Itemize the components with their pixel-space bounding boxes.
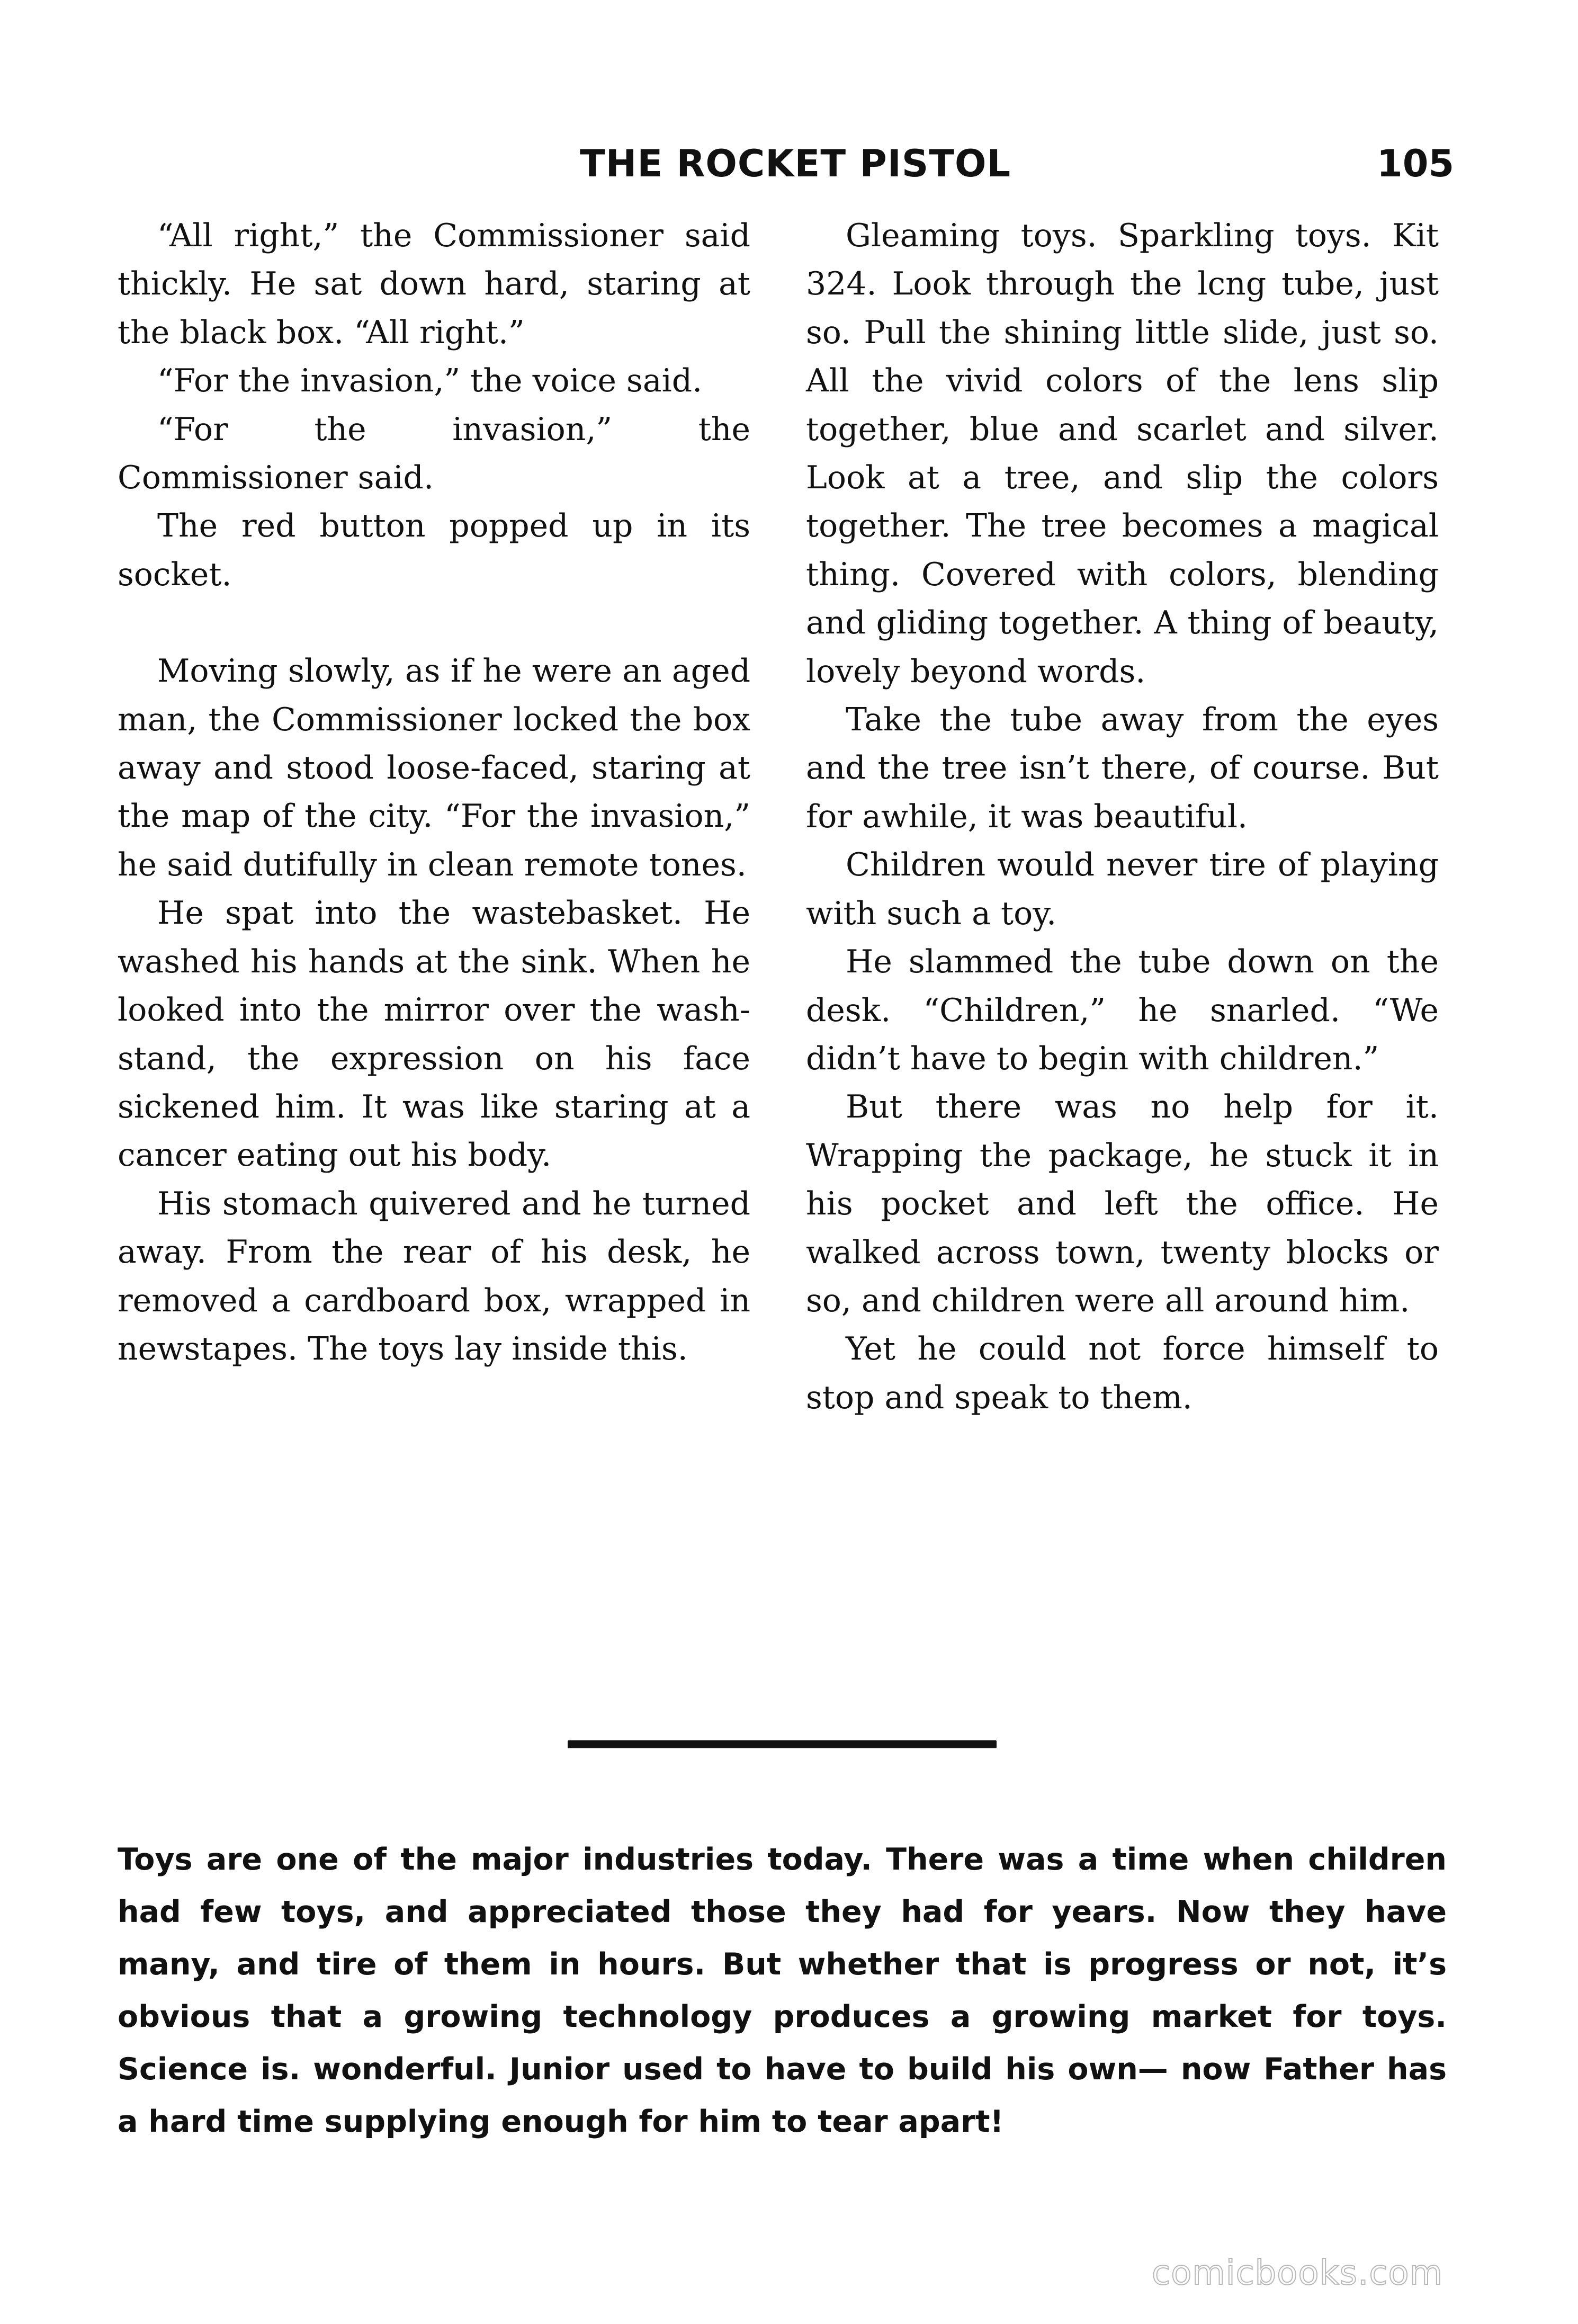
paragraph: “For the invasion,” the Commissioner said. [118,410,750,497]
paragraph: Yet he could not force himself to stop and speak to them. [806,1330,1439,1416]
page-number: 105 [1377,142,1455,185]
paragraph: His stomach quivered and he turned away. From the rear of his desk, he removed a cardboard box, wrapped in newstapes. The toys lay inside this. [118,1185,750,1367]
paragraph: Take the tube away from the eyes and the tree isn’t there, of course. But for awhile, it was beautiful. [806,701,1439,835]
paragraph: Gleaming toys. Sparkling toys. Kit 324. Look through the lcng tube, just so. Pull the shining little slide, just so. All the vivid colors of the lens slip together, blue and scarlet and silver. Look at a tree, and slip the colors together. The tree becomes a magical thing. Covered with colors, blending and gliding together. A thing of beauty, lovely beyond words. [806,217,1439,690]
paragraph: “For the invasion,” the voice said. [157,362,703,400]
watermark: comicbooks.com [1152,2254,1443,2293]
paragraph: But there was no help for it. Wrapping the package, he stuck it in his pocket and left the office. He walked across town, twenty blocks or so, and children were all around him. [806,1088,1439,1319]
story-column-right [806,212,1439,1422]
paragraph: He spat into the wastebasket. He washed his hands at the sink. When he looked into the mirror over the wash-stand, the expression on his face sickened him. It was like staring at a cancer eating out his body. [118,895,750,1174]
paragraph: Children would never tire of playing with such a toy. [806,846,1439,932]
editorial-note: Toys are one of the major industries today. There was a time when children had few toys, and appreciated those they had for years. Now they have many, and tire of them in hours. But whether that is progress or not, it’s obvious that a growing technology produces a growing market for toys. Science is. wonderful. Junior used to have to build his own— now Father has a hard time supplying enough for him to tear apart! [118,1842,1447,2139]
paragraph: “All right,” the Commissioner said thickly. He sat down hard, staring at the black box. “All right.” [118,217,750,351]
paragraph: Moving slowly, as if he were an aged man, the Commissioner locked the box away and stood loose-faced, staring at the map of the city. “For the invasion,” he said dutifully in clean remote tones. [118,652,750,883]
paragraph: He slammed the tube down on the desk. “Children,” he snarled. “We didn’t have to begin with children.” [806,943,1439,1077]
running-header-title: THE ROCKET PISTOL [580,142,1011,185]
story-column-left [118,212,750,1373]
section-divider-rule [568,1740,997,1748]
paragraph: The red button popped up in its socket. [118,507,750,593]
